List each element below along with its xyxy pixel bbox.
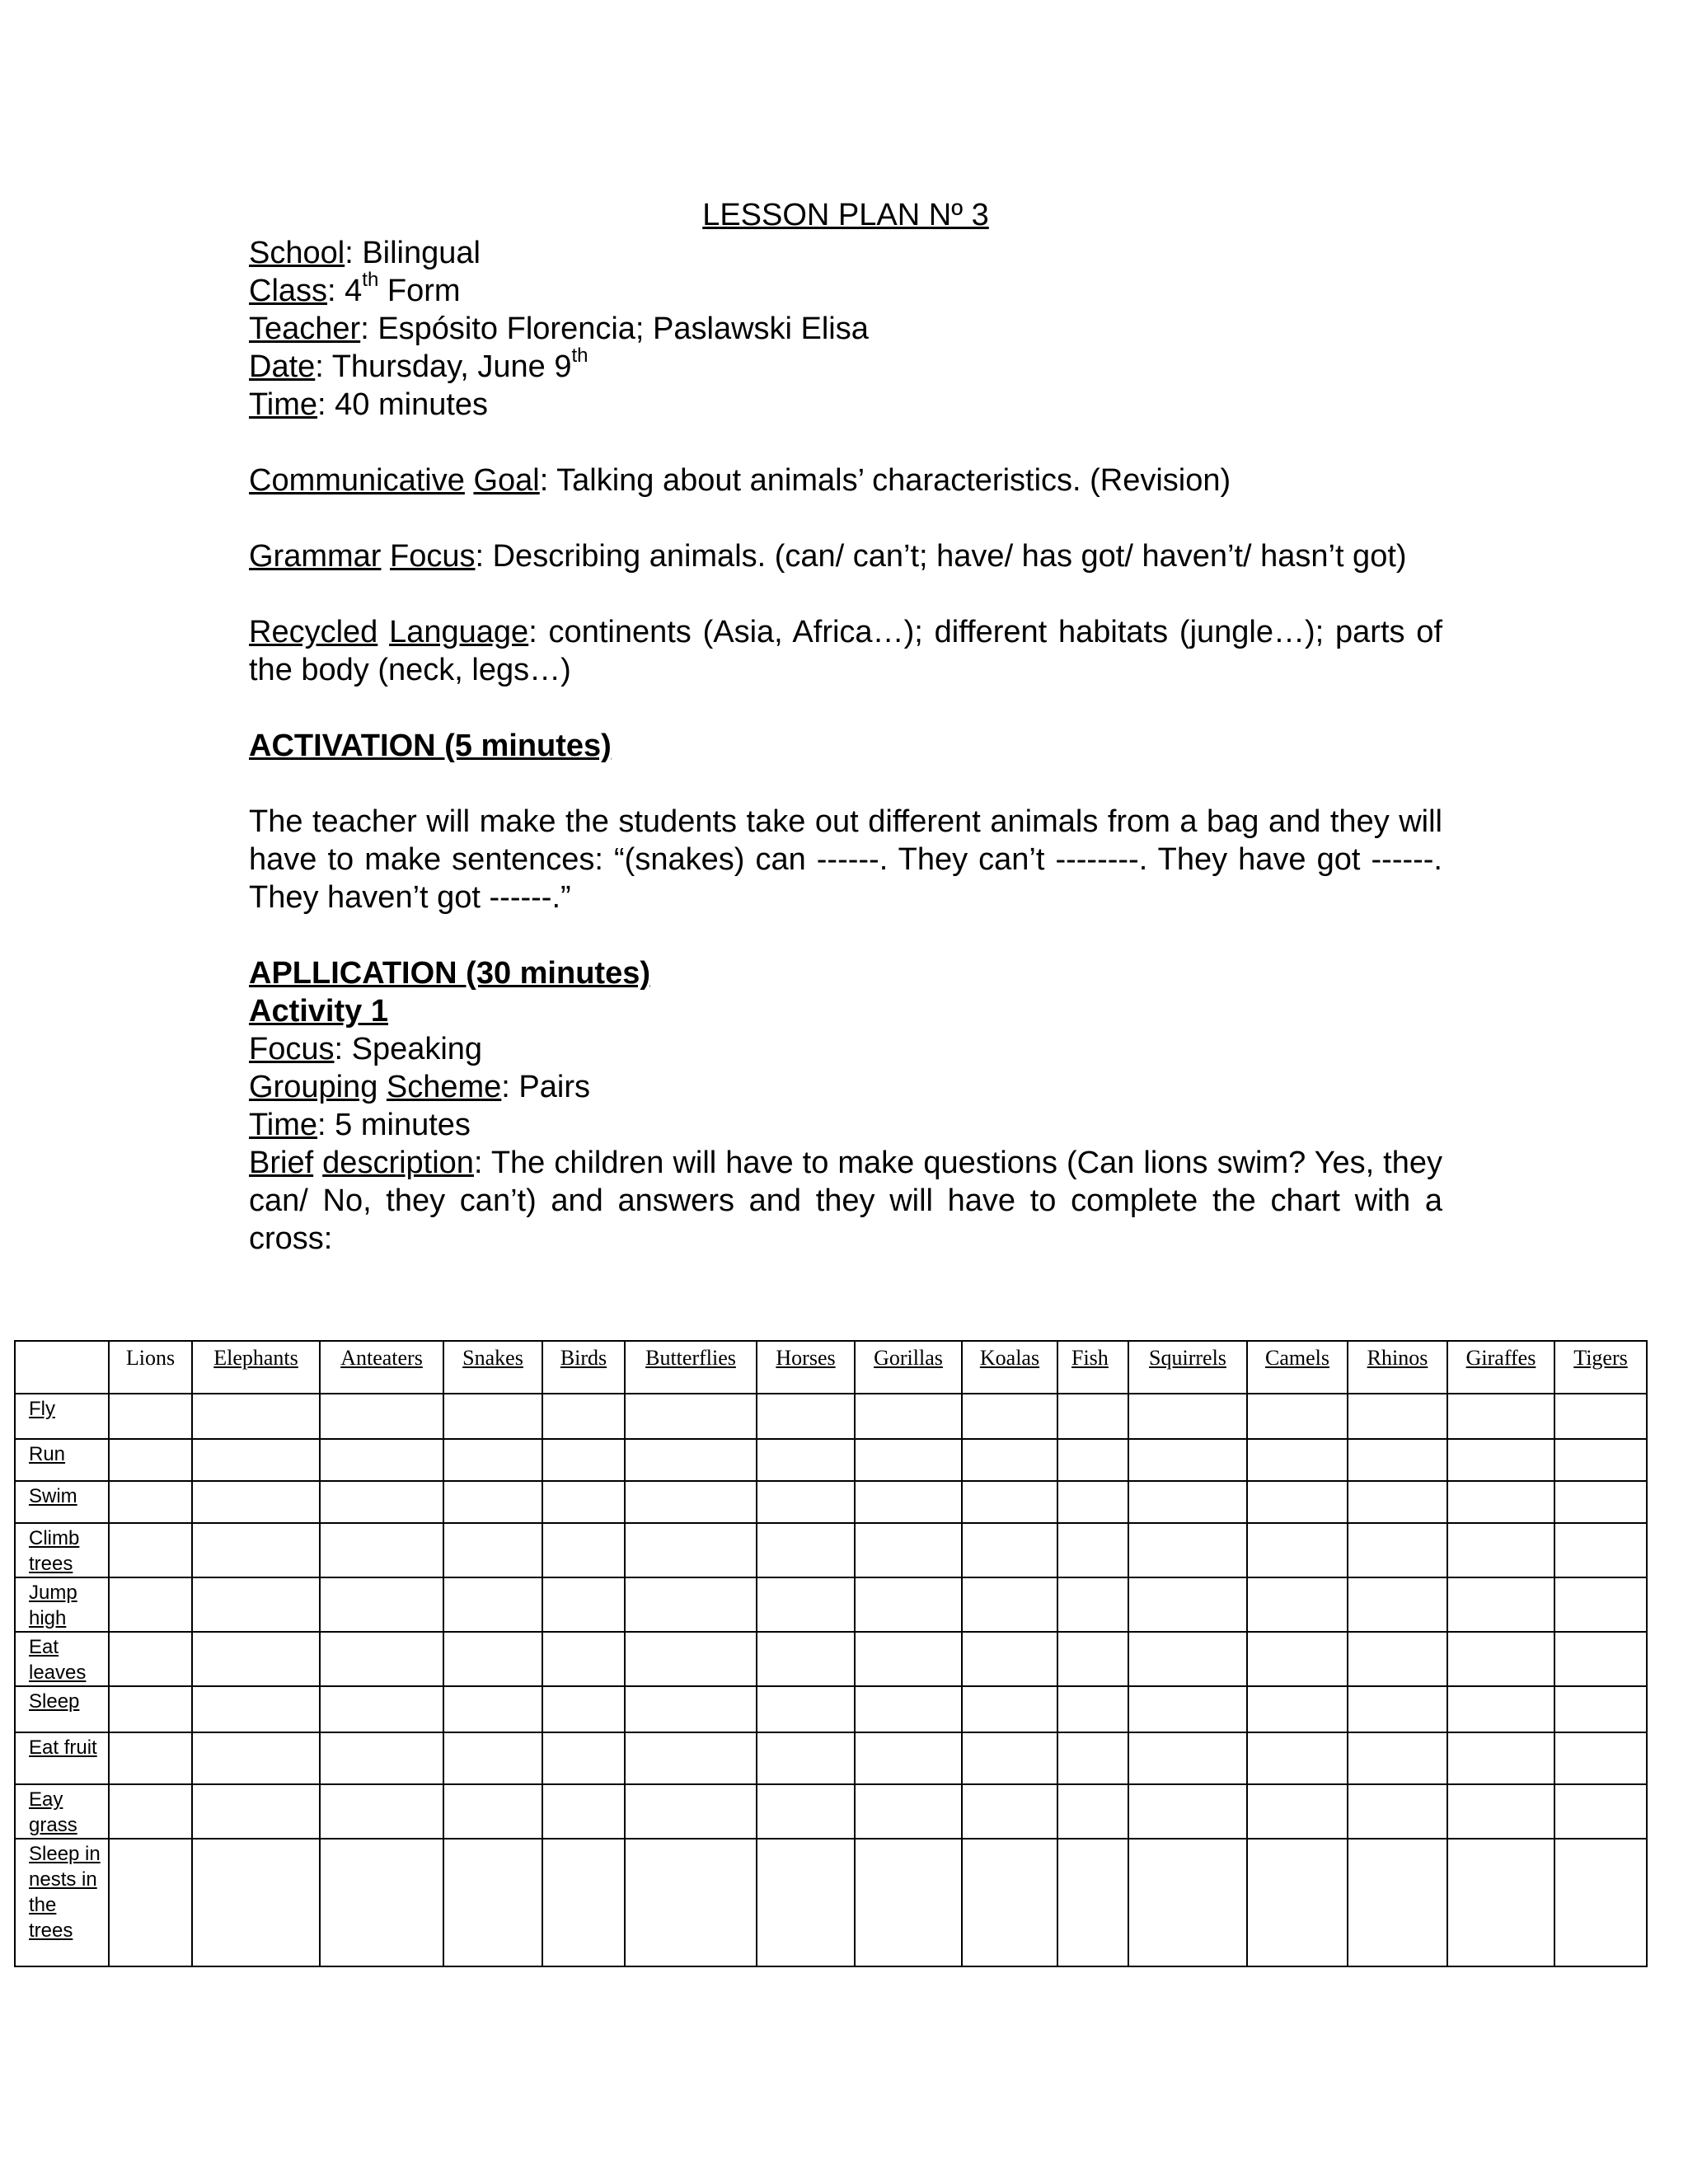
answer-cell[interactable] [855, 1481, 962, 1523]
animal-abilities-chart [14, 1340, 1648, 1967]
answer-cell[interactable] [1447, 1439, 1554, 1481]
answer-cell[interactable] [855, 1632, 962, 1686]
answer-cell[interactable] [1057, 1577, 1128, 1632]
answer-cell[interactable] [1348, 1632, 1447, 1686]
animal-header: Giraffes [1447, 1341, 1554, 1394]
action-label: Sleep [15, 1686, 109, 1732]
action-label: Swim [15, 1481, 109, 1523]
answer-cell[interactable] [192, 1686, 320, 1732]
answer-cell[interactable] [625, 1686, 757, 1732]
answer-cell[interactable] [1057, 1839, 1128, 1966]
animal-header: Squirrels [1128, 1341, 1247, 1394]
answer-cell[interactable] [1247, 1439, 1348, 1481]
answer-cell[interactable] [625, 1394, 757, 1439]
animal-header: Birds [542, 1341, 625, 1394]
answer-cell[interactable] [1247, 1481, 1348, 1523]
answer-cell[interactable] [320, 1394, 443, 1439]
recycled-language: Recycled Language: continents (Asia, Africa…); different habitats (jungle…); parts of the body (neck, legs…) [249, 615, 1442, 687]
answer-cell[interactable] [542, 1481, 625, 1523]
answer-cell[interactable] [625, 1732, 757, 1784]
chart-row [15, 1523, 1647, 1577]
answer-cell[interactable] [1447, 1394, 1554, 1439]
answer-cell[interactable] [109, 1732, 192, 1784]
answer-cell[interactable] [757, 1577, 855, 1632]
animal-header: Tigers [1554, 1341, 1647, 1394]
answer-cell[interactable] [1447, 1632, 1554, 1686]
application-heading: APLLICATION (30 minutes) [249, 956, 650, 991]
lesson-plan [249, 196, 1442, 1258]
answer-cell[interactable] [962, 1784, 1057, 1839]
answer-cell[interactable] [320, 1523, 443, 1577]
time-line: Time: 40 minutes [249, 387, 489, 422]
communicative-goal: Communicative Goal: Talking about animals’ characteristics. (Revision) [249, 463, 1231, 498]
answer-cell[interactable] [1348, 1784, 1447, 1839]
answer-cell[interactable] [192, 1732, 320, 1784]
answer-cell[interactable] [1247, 1394, 1348, 1439]
activity-time-line: Time: 5 minutes [249, 1108, 471, 1142]
answer-cell[interactable] [625, 1439, 757, 1481]
animal-header: Camels [1247, 1341, 1348, 1394]
answer-cell[interactable] [855, 1394, 962, 1439]
activation-text: The teacher will make the students take out different animals from a bag and they will have to make sentences: “(snakes) can ------. They can’t --------. They have got ------. They haven’t got ------.” [249, 804, 1442, 915]
answer-cell[interactable] [542, 1784, 625, 1839]
chart-row [15, 1481, 1647, 1523]
answer-cell[interactable] [625, 1632, 757, 1686]
answer-cell[interactable] [855, 1523, 962, 1577]
answer-cell[interactable] [1057, 1784, 1128, 1839]
answer-cell[interactable] [962, 1632, 1057, 1686]
answer-cell[interactable] [443, 1686, 542, 1732]
answer-cell[interactable] [443, 1784, 542, 1839]
action-label: Sleep in nests in the trees [15, 1839, 109, 1966]
answer-cell[interactable] [320, 1686, 443, 1732]
action-label: Jump high [15, 1577, 109, 1632]
answer-cell[interactable] [1128, 1839, 1247, 1966]
answer-cell[interactable] [192, 1784, 320, 1839]
answer-cell[interactable] [443, 1577, 542, 1632]
answer-cell[interactable] [192, 1577, 320, 1632]
answer-cell[interactable] [1554, 1732, 1647, 1784]
answer-cell[interactable] [1247, 1784, 1348, 1839]
brief-description: Brief description: The children will have to make questions (Can lions swim? Yes, they can/ No, they can’t) and answers and they will have to complete the chart with a cross: [249, 1146, 1442, 1256]
answer-cell[interactable] [1348, 1732, 1447, 1784]
answer-cell[interactable] [757, 1439, 855, 1481]
answer-cell[interactable] [757, 1523, 855, 1577]
answer-cell[interactable] [1057, 1394, 1128, 1439]
answer-cell[interactable] [1128, 1632, 1247, 1686]
answer-cell[interactable] [962, 1577, 1057, 1632]
answer-cell[interactable] [855, 1686, 962, 1732]
answer-cell[interactable] [1247, 1632, 1348, 1686]
answer-cell[interactable] [192, 1394, 320, 1439]
answer-cell[interactable] [757, 1481, 855, 1523]
answer-cell[interactable] [1247, 1686, 1348, 1732]
animal-header: Butterflies [625, 1341, 757, 1394]
answer-cell[interactable] [320, 1577, 443, 1632]
teacher-line: Teacher: Espósito Florencia; Paslawski Elisa [249, 312, 869, 346]
answer-cell[interactable] [855, 1839, 962, 1966]
answer-cell[interactable] [443, 1394, 542, 1439]
answer-cell[interactable] [542, 1523, 625, 1577]
class-line: Class: 4th Form [249, 269, 461, 308]
action-label: Fly [15, 1394, 109, 1439]
activity-title: Activity 1 [249, 994, 388, 1029]
answer-cell[interactable] [109, 1523, 192, 1577]
answer-cell[interactable] [1554, 1523, 1647, 1577]
answer-cell[interactable] [1057, 1732, 1128, 1784]
answer-cell[interactable] [1447, 1839, 1554, 1966]
grammar-focus: Grammar Focus: Describing animals. (can/ can’t; have/ has got/ haven’t/ hasn’t got) [249, 539, 1407, 574]
answer-cell[interactable] [1128, 1439, 1247, 1481]
answer-cell[interactable] [109, 1839, 192, 1966]
chart-row [15, 1632, 1647, 1686]
answer-cell[interactable] [1128, 1394, 1247, 1439]
answer-cell[interactable] [962, 1394, 1057, 1439]
chart-row [15, 1784, 1647, 1839]
answer-cell[interactable] [192, 1439, 320, 1481]
action-label: Run [15, 1439, 109, 1481]
answer-cell[interactable] [1348, 1577, 1447, 1632]
answer-cell[interactable] [320, 1839, 443, 1966]
answer-cell[interactable] [443, 1481, 542, 1523]
grouping-line: Grouping Scheme: Pairs [249, 1070, 590, 1104]
action-label: Eay grass [15, 1784, 109, 1839]
answer-cell[interactable] [1057, 1632, 1128, 1686]
answer-cell[interactable] [542, 1577, 625, 1632]
answer-cell[interactable] [192, 1839, 320, 1966]
answer-cell[interactable] [542, 1394, 625, 1439]
answer-cell[interactable] [1247, 1577, 1348, 1632]
answer-cell[interactable] [962, 1686, 1057, 1732]
answer-cell[interactable] [320, 1632, 443, 1686]
answer-cell[interactable] [109, 1577, 192, 1632]
animal-header: Horses [757, 1341, 855, 1394]
answer-cell[interactable] [1057, 1523, 1128, 1577]
answer-cell[interactable] [320, 1439, 443, 1481]
animal-header: Gorillas [855, 1341, 962, 1394]
answer-cell[interactable] [1554, 1481, 1647, 1523]
animal-header: Koalas [962, 1341, 1057, 1394]
answer-cell[interactable] [962, 1523, 1057, 1577]
answer-cell[interactable] [855, 1439, 962, 1481]
answer-cell[interactable] [962, 1732, 1057, 1784]
answer-cell[interactable] [1128, 1523, 1247, 1577]
answer-cell[interactable] [1057, 1481, 1128, 1523]
answer-cell[interactable] [625, 1577, 757, 1632]
answer-cell[interactable] [625, 1839, 757, 1966]
answer-cell[interactable] [1554, 1439, 1647, 1481]
answer-cell[interactable] [192, 1523, 320, 1577]
answer-cell[interactable] [625, 1481, 757, 1523]
answer-cell[interactable] [542, 1839, 625, 1966]
animal-header: Elephants [192, 1341, 320, 1394]
corner-cell [15, 1341, 109, 1394]
activation-heading: ACTIVATION (5 minutes) [249, 729, 612, 763]
answer-cell[interactable] [757, 1784, 855, 1839]
answer-cell[interactable] [1447, 1481, 1554, 1523]
answer-cell[interactable] [1247, 1839, 1348, 1966]
answer-cell[interactable] [855, 1732, 962, 1784]
answer-cell[interactable] [1348, 1481, 1447, 1523]
answer-cell[interactable] [1554, 1632, 1647, 1686]
date-line: Date: Thursday, June 9th [249, 344, 588, 384]
answer-cell[interactable] [320, 1732, 443, 1784]
answer-cell[interactable] [109, 1394, 192, 1439]
answer-cell[interactable] [1128, 1481, 1247, 1523]
chart-row [15, 1686, 1647, 1732]
answer-cell[interactable] [1554, 1784, 1647, 1839]
answer-cell[interactable] [443, 1839, 542, 1966]
answer-cell[interactable] [109, 1481, 192, 1523]
school-line: School: Bilingual [249, 236, 481, 270]
answer-cell[interactable] [1348, 1523, 1447, 1577]
animal-header: Snakes [443, 1341, 542, 1394]
answer-cell[interactable] [757, 1686, 855, 1732]
answer-cell[interactable] [1447, 1686, 1554, 1732]
animal-header: Fish [1057, 1341, 1128, 1394]
answer-cell[interactable] [1128, 1686, 1247, 1732]
answer-cell[interactable] [542, 1632, 625, 1686]
chart-row [15, 1439, 1647, 1481]
chart-row [15, 1577, 1647, 1632]
answer-cell[interactable] [192, 1481, 320, 1523]
answer-cell[interactable] [1128, 1784, 1247, 1839]
chart-header-row [15, 1341, 1647, 1394]
chart-row [15, 1732, 1647, 1784]
answer-cell[interactable] [625, 1784, 757, 1839]
answer-cell[interactable] [320, 1784, 443, 1839]
answer-cell[interactable] [757, 1839, 855, 1966]
answer-cell[interactable] [1128, 1732, 1247, 1784]
answer-cell[interactable] [542, 1732, 625, 1784]
animal-header: Anteaters [320, 1341, 443, 1394]
answer-cell[interactable] [443, 1732, 542, 1784]
answer-cell[interactable] [1554, 1839, 1647, 1966]
answer-cell[interactable] [320, 1481, 443, 1523]
answer-cell[interactable] [855, 1784, 962, 1839]
animal-header: Lions [109, 1341, 192, 1394]
action-label: Climb trees [15, 1523, 109, 1577]
animal-header: Rhinos [1348, 1341, 1447, 1394]
answer-cell[interactable] [109, 1686, 192, 1732]
answer-cell[interactable] [1348, 1439, 1447, 1481]
answer-cell[interactable] [1447, 1784, 1554, 1839]
answer-cell[interactable] [1447, 1523, 1554, 1577]
answer-cell[interactable] [1348, 1839, 1447, 1966]
answer-cell[interactable] [443, 1632, 542, 1686]
answer-cell[interactable] [1247, 1732, 1348, 1784]
action-label: Eat fruit [15, 1732, 109, 1784]
answer-cell[interactable] [1247, 1523, 1348, 1577]
page-title: LESSON PLAN Nº 3 [702, 198, 989, 232]
focus-line: Focus: Speaking [249, 1032, 483, 1066]
answer-cell[interactable] [1554, 1394, 1647, 1439]
answer-cell[interactable] [962, 1481, 1057, 1523]
answer-cell[interactable] [1057, 1439, 1128, 1481]
answer-cell[interactable] [1447, 1732, 1554, 1784]
answer-cell[interactable] [109, 1439, 192, 1481]
answer-cell[interactable] [1554, 1577, 1647, 1632]
answer-cell[interactable] [443, 1439, 542, 1481]
answer-cell[interactable] [625, 1523, 757, 1577]
answer-cell[interactable] [757, 1632, 855, 1686]
answer-cell[interactable] [1128, 1577, 1247, 1632]
answer-cell[interactable] [1447, 1577, 1554, 1632]
answer-cell[interactable] [542, 1439, 625, 1481]
answer-cell[interactable] [855, 1577, 962, 1632]
answer-cell[interactable] [443, 1523, 542, 1577]
answer-cell[interactable] [109, 1784, 192, 1839]
answer-cell[interactable] [542, 1686, 625, 1732]
chart-row [15, 1839, 1647, 1966]
answer-cell[interactable] [962, 1439, 1057, 1481]
chart-body [15, 1394, 1647, 1966]
answer-cell[interactable] [1554, 1686, 1647, 1732]
answer-cell[interactable] [192, 1632, 320, 1686]
answer-cell[interactable] [757, 1732, 855, 1784]
answer-cell[interactable] [1057, 1686, 1128, 1732]
action-label: Eat leaves [15, 1632, 109, 1686]
answer-cell[interactable] [962, 1839, 1057, 1966]
answer-cell[interactable] [1348, 1686, 1447, 1732]
answer-cell[interactable] [757, 1394, 855, 1439]
chart-row [15, 1394, 1647, 1439]
answer-cell[interactable] [1348, 1394, 1447, 1439]
answer-cell[interactable] [109, 1632, 192, 1686]
